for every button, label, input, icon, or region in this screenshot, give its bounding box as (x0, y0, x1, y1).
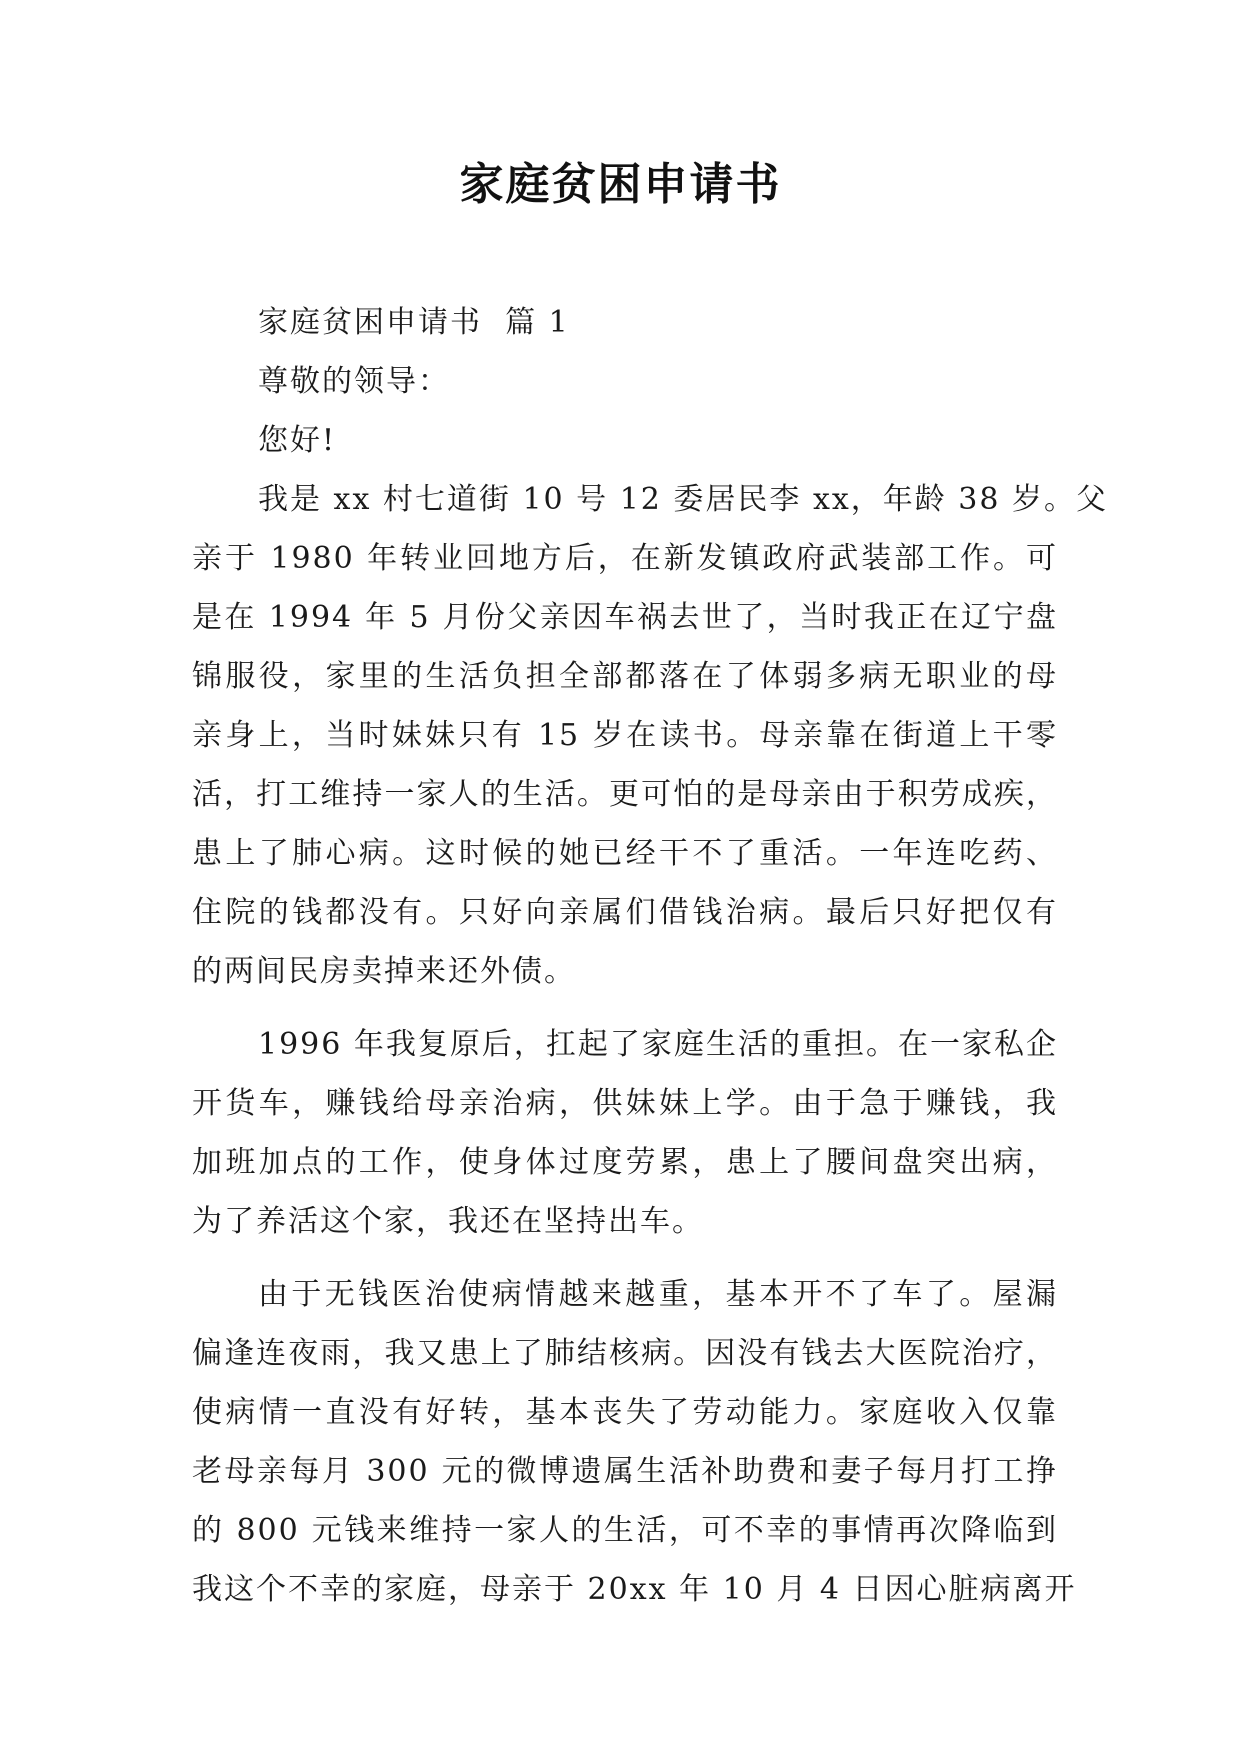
paragraph-spacer (192, 1001, 1058, 1015)
paragraph-line: 住院的钱都没有。只好向亲属们借钱治病。最后只好把仅有 (192, 895, 1058, 930)
document-title: 家庭贫困申请书 (459, 159, 782, 210)
paragraph-line: 为了养活这个家，我还在坚持出车。 (192, 1204, 704, 1239)
paragraph-line: 活，打工维持一家人的生活。更可怕的是母亲由于积劳成疾， (192, 777, 1058, 812)
paragraph-line: 是在 1994 年 5 月份父亲因车祸去世了，当时我正在辽宁盘 (192, 600, 1058, 635)
paragraph-line: 老母亲每月 300 元的微博遗属生活补助费和妻子每月打工挣 (192, 1454, 1058, 1489)
paragraph-line: 加班加点的工作，使身体过度劳累，患上了腰间盘突出病， (192, 1145, 1058, 1180)
greeting: 您好! (258, 423, 337, 458)
paragraph-line: 由于无钱医治使病情越来越重，基本开不了车了。屋漏 (258, 1277, 1058, 1312)
paragraph-2 (192, 1015, 1058, 1251)
paragraph-spacer (192, 1251, 1058, 1265)
paragraph-line: 我这个不幸的家庭，母亲于 20xx 年 10 月 4 日因心脏病离开 (192, 1572, 1077, 1607)
paragraph-1 (192, 470, 1109, 1001)
paragraph-line: 亲于 1980 年转业回地方后，在新发镇政府武装部工作。可 (192, 541, 1058, 576)
document-body (192, 293, 1109, 1619)
paragraph-line: 亲身上，当时妹妹只有 15 岁在读书。母亲靠在街道上干零 (192, 718, 1058, 753)
paragraph-line: 偏逢连夜雨，我又患上了肺结核病。因没有钱去大医院治疗， (192, 1336, 1058, 1371)
paragraph-line: 我是 xx 村七道街 10 号 12 委居民李 xx，年龄 38 岁。父 (258, 482, 1109, 517)
paragraph-line: 使病情一直没有好转，基本丧失了劳动能力。家庭收入仅靠 (192, 1395, 1058, 1430)
paragraph-line: 1996 年我复原后，扛起了家庭生活的重担。在一家私企 (258, 1027, 1058, 1062)
paragraph-3 (192, 1265, 1077, 1619)
paragraph-line: 患上了肺心病。这时候的她已经干不了重活。一年连吃药、 (192, 836, 1058, 871)
paragraph-line: 的 800 元钱来维持一家人的生活，可不幸的事情再次降临到 (192, 1513, 1058, 1548)
paragraph-line: 开货车，赚钱给母亲治病，供妹妹上学。由于急于赚钱，我 (192, 1086, 1058, 1121)
section-heading: 家庭贫困申请书 篇 1 (258, 305, 570, 340)
salutation: 尊敬的领导： (258, 364, 450, 399)
paragraph-line: 的两间民房卖掉来还外债。 (192, 954, 576, 989)
paragraph-line: 锦服役，家里的生活负担全部都落在了体弱多病无职业的母 (192, 659, 1058, 694)
